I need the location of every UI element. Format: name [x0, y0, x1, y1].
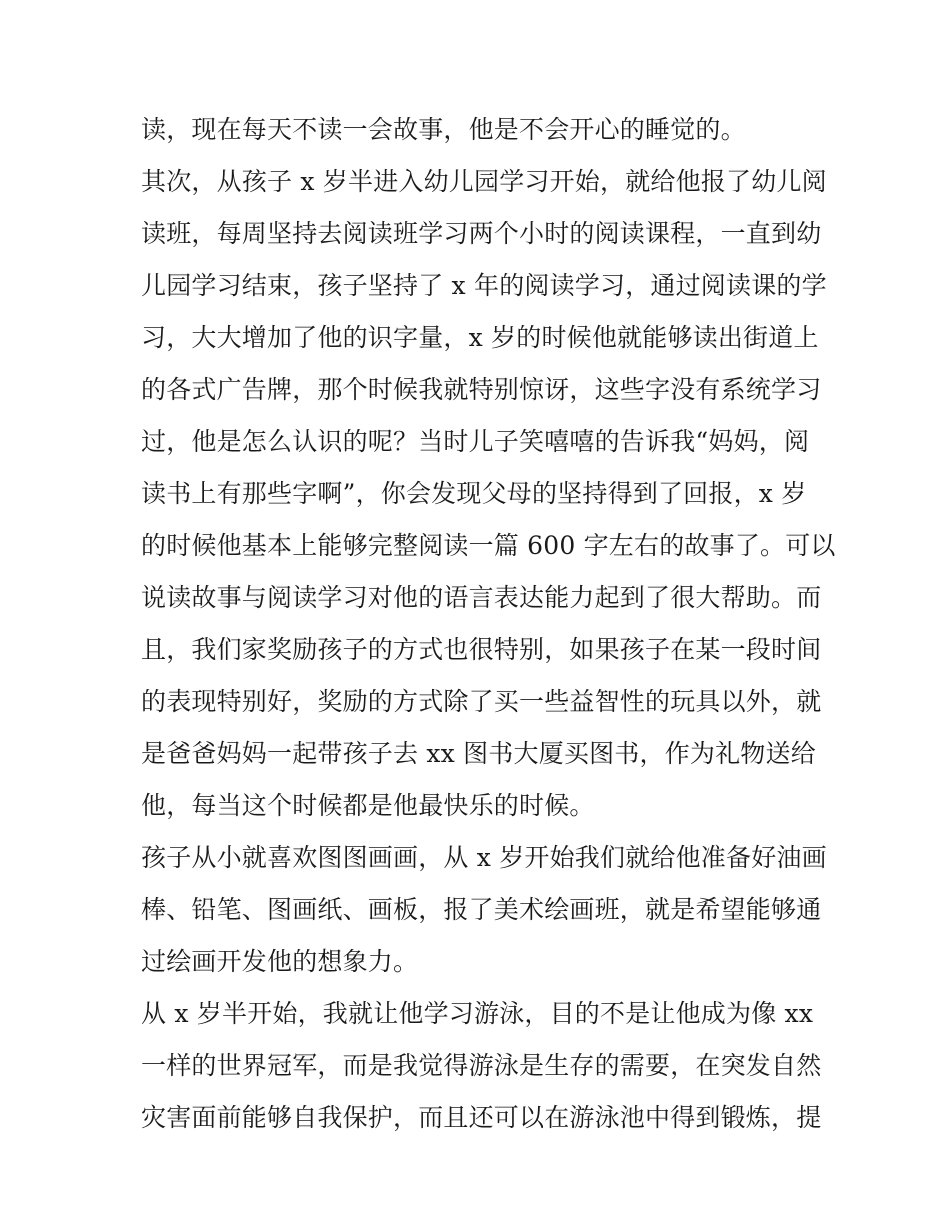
text-line: 过绘画开发他的想象力。: [141, 947, 419, 976]
text-line: 儿园学习结束，孩子坚持了 x 年的阅读学习，通过阅读课的学: [141, 271, 827, 300]
text-line: 孩子从小就喜欢图图画画，从 x 岁开始我们就给他准备好油画: [141, 843, 827, 872]
text-line: 的时候他基本上能够完整阅读一篇 600 字左右的故事了。可以: [141, 531, 836, 560]
text-line: 棒、铅笔、图画纸、画板，报了美术绘画班，就是希望能够通: [141, 895, 822, 924]
text-line: 的表现特别好，奖励的方式除了买一些益智性的玩具以外，就: [141, 687, 822, 716]
text-line: 是爸爸妈妈一起带孩子去 xx 图书大厦买图书，作为礼物送给: [141, 739, 816, 768]
text-line: 习，大大增加了他的识字量，x 岁的时候他就能够读出街道上: [141, 323, 819, 352]
text-line: 灾害面前能够自我保护，而且还可以在游泳池中得到锻炼，提: [141, 1103, 822, 1132]
text-line: 一样的世界冠军，而是我觉得游泳是生存的需要，在突发自然: [141, 1051, 822, 1080]
text-line: 他，每当这个时候都是他最快乐的时候。: [141, 791, 595, 820]
text-line: 从 x 岁半开始，我就让他学习游泳，目的不是让他成为像 xx: [141, 999, 814, 1028]
text-line: 过，他是怎么认识的呢？当时儿子笑嘻嘻的告诉我“妈妈，阅: [141, 427, 810, 456]
text-line: 且，我们家奖励孩子的方式也很特别，如果孩子在某一段时间: [141, 635, 822, 664]
text-line: 说读故事与阅读学习对他的语言表达能力起到了很大帮助。而: [141, 583, 822, 612]
text-line: 读，现在每天不读一会故事，他是不会开心的睡觉的。: [141, 115, 746, 144]
text-line: 读班，每周坚持去阅读班学习两个小时的阅读课程，一直到幼: [141, 219, 822, 248]
text-line: 读书上有那些字啊”，你会发现父母的坚持得到了回报，x 岁: [141, 479, 807, 508]
text-line: 其次，从孩子 x 岁半进入幼儿园学习开始，就给他报了幼儿阅: [141, 167, 827, 196]
document-body: [141, 108, 836, 1148]
text-line: 的各式广告牌，那个时候我就特别惊讶，这些字没有系统学习: [141, 375, 822, 404]
